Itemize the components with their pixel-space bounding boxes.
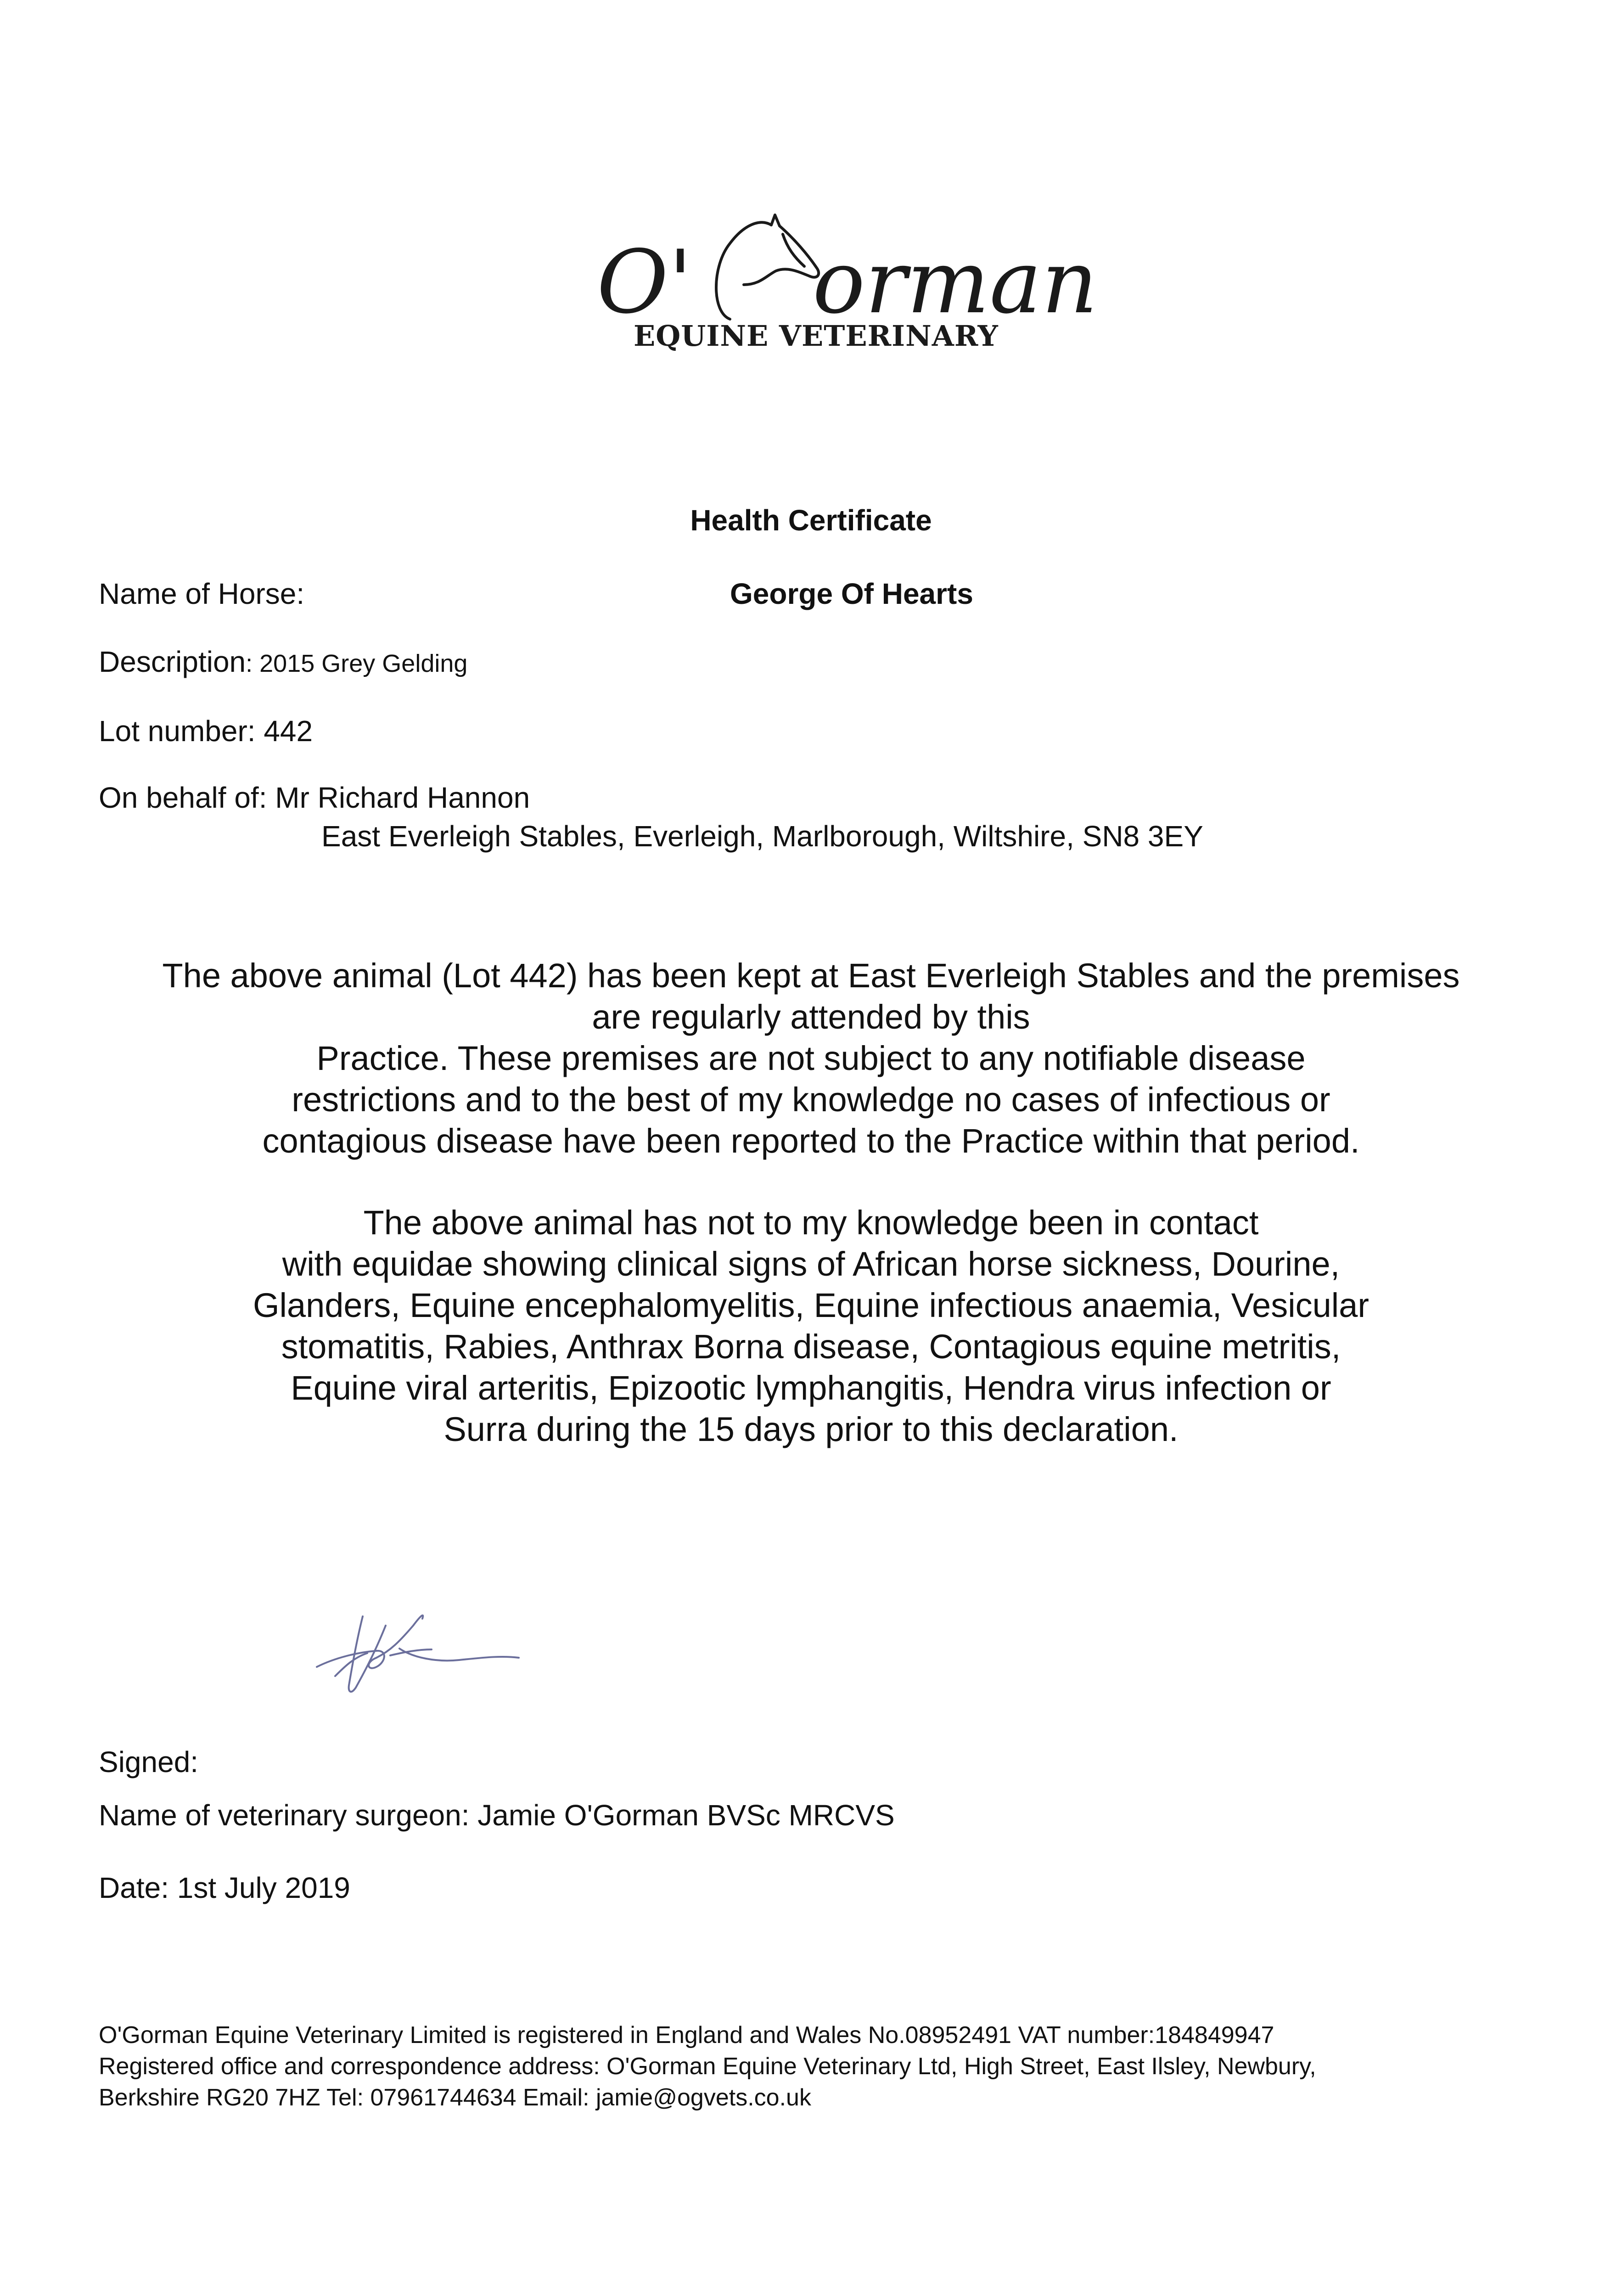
paragraph-line: Glanders, Equine encephalomyelitis, Equine infectious anaemia, Vesicular: [253, 1286, 1369, 1324]
registration-footer: [99, 2020, 1316, 2113]
paragraph-line: restrictions and to the best of my knowledge no cases of infectious or: [292, 1080, 1330, 1119]
description-line: [99, 645, 467, 679]
description-value: : 2015 Grey Gelding: [246, 650, 468, 677]
paragraph-line: The above animal (Lot 442) has been kept at East Everleigh Stables and the premises: [162, 957, 1460, 995]
paragraph-line: Equine viral arteritis, Epizootic lymphangitis, Hendra virus infection or: [291, 1369, 1331, 1407]
logo-prefix: O': [597, 231, 692, 333]
paragraph-line: Surra during the 15 days prior to this declaration.: [443, 1410, 1179, 1448]
paragraph-line: Practice. These premises are not subject to any notifiable disease: [316, 1039, 1306, 1077]
logo-subtitle: EQUINE VETERINARY: [634, 319, 999, 353]
footer-line: Berkshire RG20 7HZ Tel: 07961744634 Email: jamie@ogvets.co.uk: [99, 2084, 811, 2111]
paragraph-line: contagious disease have been reported to the Practice within that period.: [262, 1122, 1360, 1160]
horse-name-label: Name of Horse:: [99, 577, 305, 610]
owner-address: East Everleigh Stables, Everleigh, Marlborough, Wiltshire, SN8 3EY: [321, 820, 1203, 853]
veterinary-surgeon: Name of veterinary surgeon: Jamie O'Gorman BVSc MRCVS: [99, 1799, 895, 1832]
certificate-date: Date: 1st July 2019: [99, 1871, 350, 1904]
description-label: Description: [99, 645, 246, 678]
paragraph-line: stomatitis, Rabies, Anthrax Borna disease, Contagious equine metritis,: [281, 1328, 1341, 1366]
certificate-title: Health Certificate: [690, 504, 932, 537]
handwritten-signature: [308, 1598, 528, 1704]
lot-number: Lot number: 442: [99, 715, 313, 748]
declaration-paragraph-1: [92, 955, 1530, 1162]
footer-line: Registered office and correspondence address: O'Gorman Equine Veterinary Ltd, High Street, East Ilsley, Newbury,: [99, 2053, 1316, 2080]
logo-rest: orman: [813, 231, 1098, 333]
horse-name-value: George Of Hearts: [730, 577, 973, 610]
footer-line: O'Gorman Equine Veterinary Limited is registered in England and Wales No.08952491 VAT number:184849947: [99, 2022, 1274, 2048]
paragraph-line: The above animal has not to my knowledge been in contact: [363, 1204, 1259, 1242]
horse-head-icon: [716, 215, 819, 319]
paragraph-line: with equidae showing clinical signs of African horse sickness, Dourine,: [282, 1245, 1340, 1283]
declaration-paragraph-2: [92, 1202, 1530, 1450]
signed-label: Signed:: [99, 1745, 199, 1778]
on-behalf-of: On behalf of: Mr Richard Hannon: [99, 781, 530, 814]
paragraph-line: are regularly attended by this: [592, 998, 1030, 1036]
